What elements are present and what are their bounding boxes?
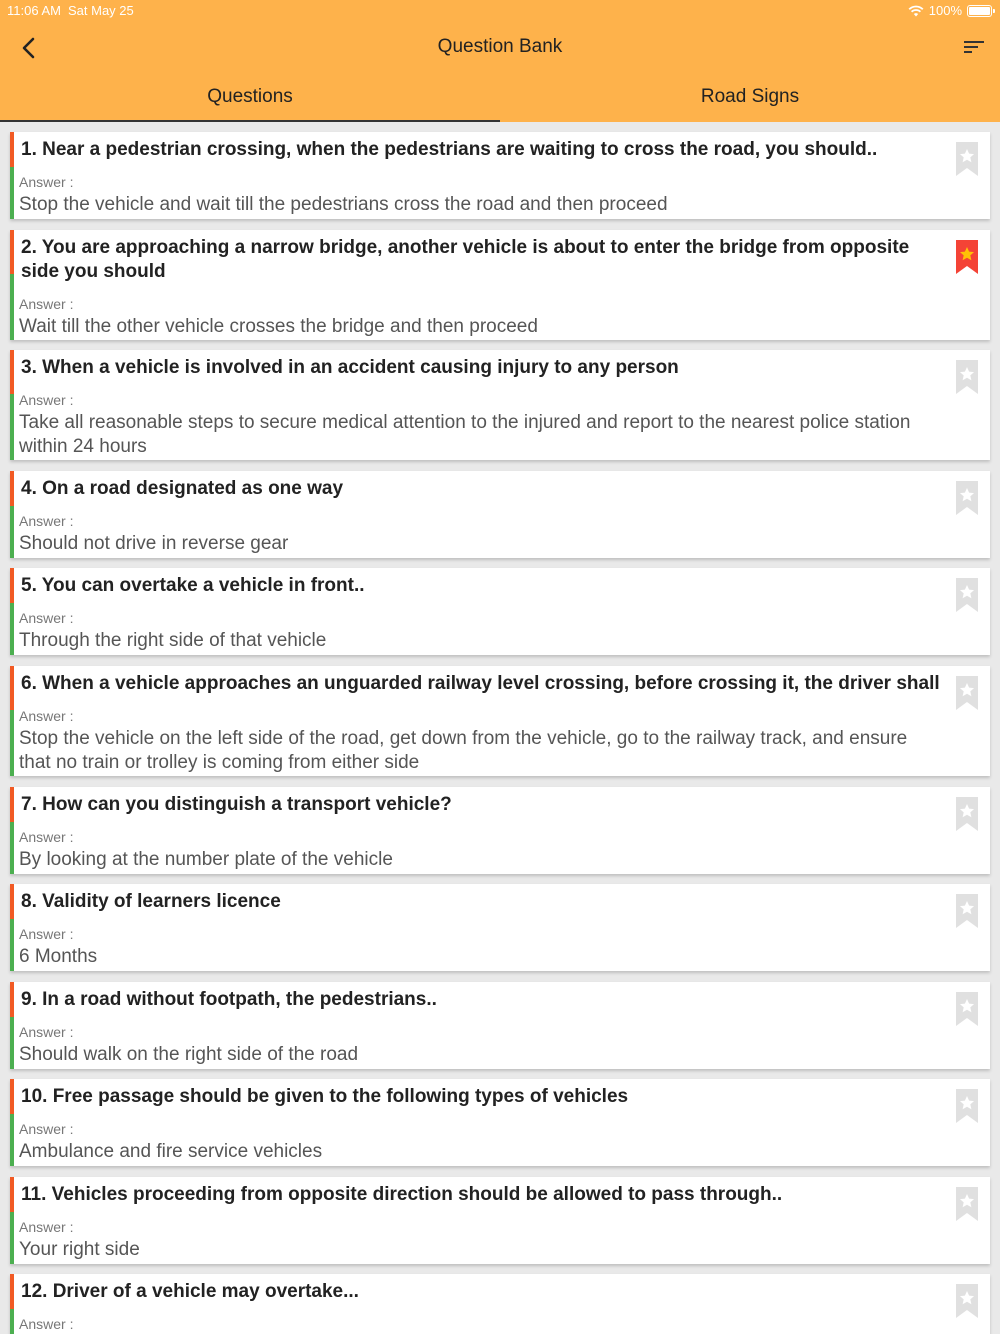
accent-bar-green: [10, 1212, 14, 1264]
accent-bar-green: [10, 1309, 14, 1334]
accent-bar-green: [10, 710, 14, 776]
accent-bar-red: [10, 1079, 14, 1114]
accent-bar-green: [10, 506, 14, 558]
answer-text: 6 Months: [19, 946, 98, 967]
battery-icon: [967, 5, 992, 17]
question-text: 3. When a vehicle is involved in an accident causing injury to any person: [21, 357, 679, 378]
accent-bar-red: [10, 982, 14, 1017]
answer-text: Should walk on the right side of the road: [19, 1044, 359, 1065]
status-time: 11:06 AM: [7, 3, 61, 18]
accent-bar-red: [10, 884, 14, 919]
accent-bar-green: [10, 1114, 14, 1166]
accent-bar-red: [10, 1274, 14, 1309]
question-text: 1. Near a pedestrian crossing, when the pedestrians are waiting to cross the road, you should..: [21, 139, 878, 160]
bookmark-icon[interactable]: [956, 142, 978, 176]
question-text: 9. In a road without footpath, the pedestrians..: [21, 989, 437, 1010]
bookmark-icon[interactable]: [956, 1089, 978, 1123]
answer-label: Answer :: [19, 829, 74, 845]
status-date: Sat May 25: [68, 3, 134, 18]
status-bar: [7, 3, 992, 19]
question-text: 2. You are approaching a narrow bridge, another vehicle is about to enter the bridge from opposite side you should: [21, 237, 910, 282]
wifi-icon: [908, 5, 924, 17]
bookmark-icon[interactable]: [956, 797, 978, 831]
question-card[interactable]: [10, 230, 990, 340]
answer-text: Take all reasonable steps to secure medical attention to the injured and report to the nearest police station within 24 hours: [19, 412, 911, 457]
answer-text: Should not drive in reverse gear: [19, 533, 289, 554]
battery-percent: 100%: [928, 3, 962, 18]
question-card[interactable]: [10, 1079, 990, 1166]
answer-label: Answer :: [19, 1316, 74, 1332]
accent-bar-green: [10, 919, 14, 971]
answer-text: Ambulance and fire service vehicles: [19, 1141, 323, 1162]
answer-label: Answer :: [19, 708, 74, 724]
question-text: 10. Free passage should be given to the following types of vehicles: [21, 1086, 629, 1107]
bookmark-icon[interactable]: [956, 676, 978, 710]
question-card[interactable]: [10, 568, 990, 655]
accent-bar-red: [10, 350, 14, 394]
answer-label: Answer :: [19, 296, 74, 312]
question-card[interactable]: [10, 982, 990, 1069]
question-text: 11. Vehicles proceeding from opposite direction should be allowed to pass through..: [21, 1184, 783, 1205]
accent-bar-red: [10, 1177, 14, 1212]
answer-text: Wait till the other vehicle crosses the bridge and then proceed: [19, 316, 538, 337]
accent-bar-green: [10, 822, 14, 874]
bookmark-icon[interactable]: [956, 481, 978, 515]
question-card[interactable]: [10, 787, 990, 874]
question-text: 7. How can you distinguish a transport vehicle?: [21, 794, 452, 815]
accent-bar-green: [10, 603, 14, 655]
question-text: 4. On a road designated as one way: [21, 478, 344, 499]
question-card[interactable]: [10, 1177, 990, 1264]
sort-filter-icon[interactable]: [962, 37, 986, 57]
answer-text: Stop the vehicle and wait till the pedestrians cross the road and then proceed: [19, 194, 668, 215]
accent-bar-green: [10, 394, 14, 460]
answer-label: Answer :: [19, 926, 74, 942]
question-card[interactable]: [10, 132, 990, 219]
bookmark-filled-icon[interactable]: [956, 240, 978, 274]
app-header: [0, 0, 1000, 122]
page-title: Question Bank: [437, 36, 563, 57]
answer-text: By looking at the number plate of the vehicle: [19, 849, 393, 870]
accent-bar-red: [10, 787, 14, 822]
bookmark-icon[interactable]: [956, 992, 978, 1026]
question-card[interactable]: [10, 1274, 990, 1334]
tab-bar: [0, 72, 1000, 122]
answer-label: Answer :: [19, 392, 74, 408]
accent-bar-red: [10, 132, 14, 167]
accent-bar-red: [10, 471, 14, 506]
question-card[interactable]: [10, 666, 990, 776]
bookmark-icon[interactable]: [956, 1284, 978, 1318]
status-right: [908, 3, 992, 18]
question-card[interactable]: [10, 471, 990, 558]
tab-road-signs[interactable]: Road Signs: [700, 86, 800, 107]
question-text: 8. Validity of learners licence: [21, 891, 281, 912]
accent-bar-red: [10, 230, 14, 274]
accent-bar-red: [10, 666, 14, 710]
answer-label: Answer :: [19, 1219, 74, 1235]
question-card[interactable]: [10, 350, 990, 460]
answer-text: Through the right side of that vehicle: [19, 630, 327, 651]
accent-bar-red: [10, 568, 14, 603]
answer-label: Answer :: [19, 1024, 74, 1040]
answer-text: Your right side: [19, 1239, 140, 1260]
answer-label: Answer :: [19, 610, 74, 626]
bookmark-icon[interactable]: [956, 894, 978, 928]
bookmark-icon[interactable]: [956, 578, 978, 612]
answer-label: Answer :: [19, 513, 74, 529]
question-text: 5. You can overtake a vehicle in front..: [21, 575, 365, 596]
bookmark-icon[interactable]: [956, 1187, 978, 1221]
accent-bar-green: [10, 274, 14, 340]
question-text: 6. When a vehicle approaches an unguarded railway level crossing, before crossing it, the driver shall: [21, 673, 940, 694]
answer-label: Answer :: [19, 174, 74, 190]
answer-label: Answer :: [19, 1121, 74, 1137]
accent-bar-green: [10, 167, 14, 219]
question-text: 12. Driver of a vehicle may overtake...: [21, 1281, 359, 1302]
accent-bar-green: [10, 1017, 14, 1069]
bookmark-icon[interactable]: [956, 360, 978, 394]
answer-text: Stop the vehicle on the left side of the road, get down from the vehicle, go to the railway track, and ensure that no train or trolley is coming from either side: [19, 728, 908, 773]
tab-questions[interactable]: Questions: [0, 72, 500, 122]
question-card[interactable]: [10, 884, 990, 971]
